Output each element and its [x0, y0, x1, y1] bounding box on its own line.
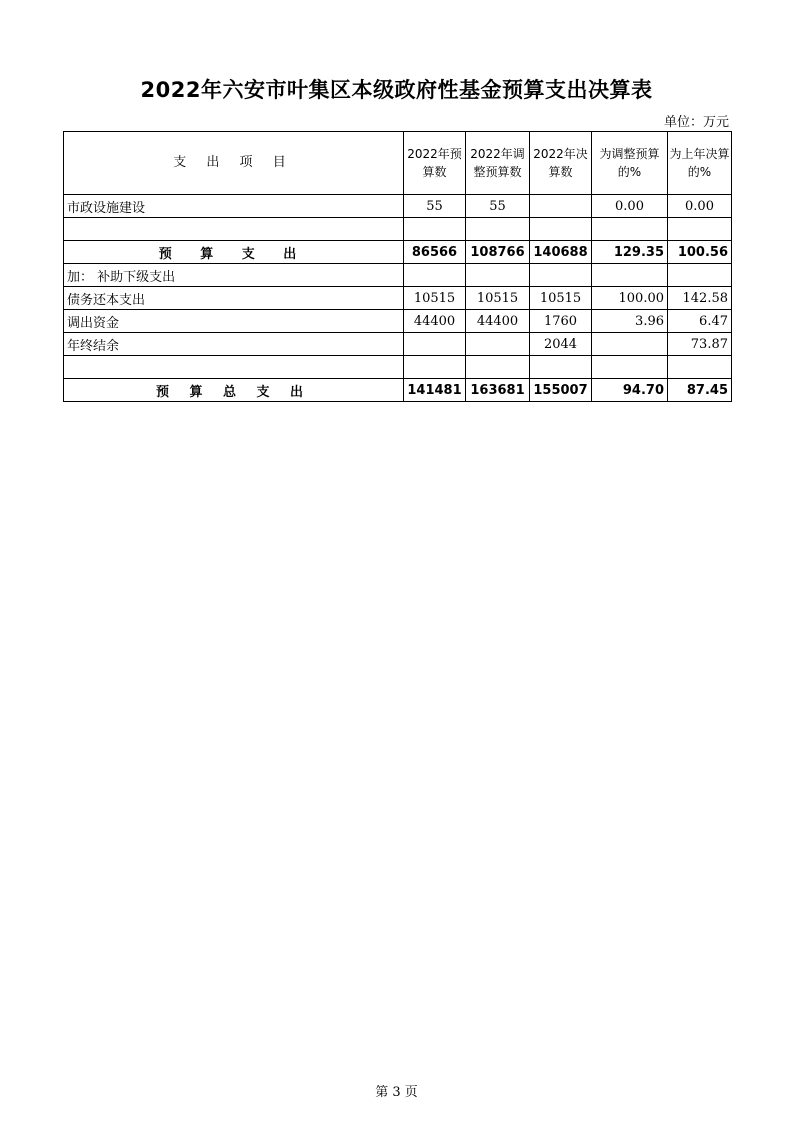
- cell-pct-adjusted: 3.96: [592, 310, 668, 333]
- cell-budget: [404, 356, 466, 379]
- cell-final: 140688: [530, 241, 592, 264]
- unit-label: 单位：万元: [663, 115, 729, 130]
- cell-final: 10515: [530, 287, 592, 310]
- table-row-budget-total: [64, 241, 732, 264]
- cell-pct-adjusted: [592, 264, 668, 287]
- column-header-budget: 2022年预算数: [404, 132, 466, 195]
- cell-pct-last-year: 0.00: [668, 195, 732, 218]
- cell-adjusted: [466, 264, 530, 287]
- table-row: [64, 287, 732, 310]
- cell-final: [530, 356, 592, 379]
- cell-pct-adjusted: 129.35: [592, 241, 668, 264]
- cell-adjusted: 55: [466, 195, 530, 218]
- cell-budget: 10515: [404, 287, 466, 310]
- cell-pct-last-year: 73.87: [668, 333, 732, 356]
- table-header-row: [64, 132, 732, 195]
- cell-pct-last-year: [668, 264, 732, 287]
- cell-pct-last-year: 100.56: [668, 241, 732, 264]
- table-row: [64, 195, 732, 218]
- row-label: 加： 补助下级支出: [64, 264, 404, 287]
- table-row: [64, 356, 732, 379]
- cell-adjusted: [466, 356, 530, 379]
- column-header-item: 支 出 项 目: [64, 132, 404, 195]
- cell-adjusted: 44400: [466, 310, 530, 333]
- column-header-adjusted-budget: 2022年调整预算数: [466, 132, 530, 195]
- column-header-pct-of-adjusted: 为调整预算的%: [592, 132, 668, 195]
- cell-budget: [404, 218, 466, 241]
- page-number: 第 3 页: [375, 1085, 418, 1100]
- cell-budget: [404, 333, 466, 356]
- cell-final: 155007: [530, 379, 592, 402]
- cell-budget: [404, 264, 466, 287]
- row-label: 预 算 总 支 出: [64, 379, 404, 402]
- cell-final: 2044: [530, 333, 592, 356]
- row-label: [64, 218, 404, 241]
- page-title: 2022年六安市叶集区本级政府性基金预算支出决算表: [140, 78, 653, 102]
- cell-budget: 44400: [404, 310, 466, 333]
- cell-budget: 141481: [404, 379, 466, 402]
- cell-adjusted: 10515: [466, 287, 530, 310]
- cell-budget: 86566: [404, 241, 466, 264]
- cell-pct-last-year: 142.58: [668, 287, 732, 310]
- cell-final: 1760: [530, 310, 592, 333]
- cell-pct-adjusted: 94.70: [592, 379, 668, 402]
- cell-final: [530, 218, 592, 241]
- table-row-grand-total: [64, 379, 732, 402]
- table-row: [64, 264, 732, 287]
- row-label: 调出资金: [64, 310, 404, 333]
- cell-adjusted: [466, 218, 530, 241]
- cell-pct-last-year: 87.45: [668, 379, 732, 402]
- cell-final: [530, 195, 592, 218]
- cell-adjusted: 108766: [466, 241, 530, 264]
- expenditure-table: [63, 131, 732, 402]
- cell-pct-last-year: [668, 218, 732, 241]
- cell-adjusted: 163681: [466, 379, 530, 402]
- cell-pct-adjusted: [592, 356, 668, 379]
- cell-pct-adjusted: [592, 333, 668, 356]
- cell-pct-last-year: 6.47: [668, 310, 732, 333]
- cell-adjusted: [466, 333, 530, 356]
- cell-pct-adjusted: 100.00: [592, 287, 668, 310]
- table-row: [64, 310, 732, 333]
- table-row: [64, 218, 732, 241]
- row-label: 年终结余: [64, 333, 404, 356]
- row-label: 市政设施建设: [64, 195, 404, 218]
- row-label: [64, 356, 404, 379]
- column-header-pct-of-last-year: 为上年决算的%: [668, 132, 732, 195]
- cell-pct-adjusted: [592, 218, 668, 241]
- row-label: 债务还本支出: [64, 287, 404, 310]
- cell-budget: 55: [404, 195, 466, 218]
- cell-pct-last-year: [668, 356, 732, 379]
- table-row: [64, 333, 732, 356]
- cell-pct-adjusted: 0.00: [592, 195, 668, 218]
- cell-final: [530, 264, 592, 287]
- row-label: 预 算 支 出: [64, 241, 404, 264]
- column-header-final-accounts: 2022年决算数: [530, 132, 592, 195]
